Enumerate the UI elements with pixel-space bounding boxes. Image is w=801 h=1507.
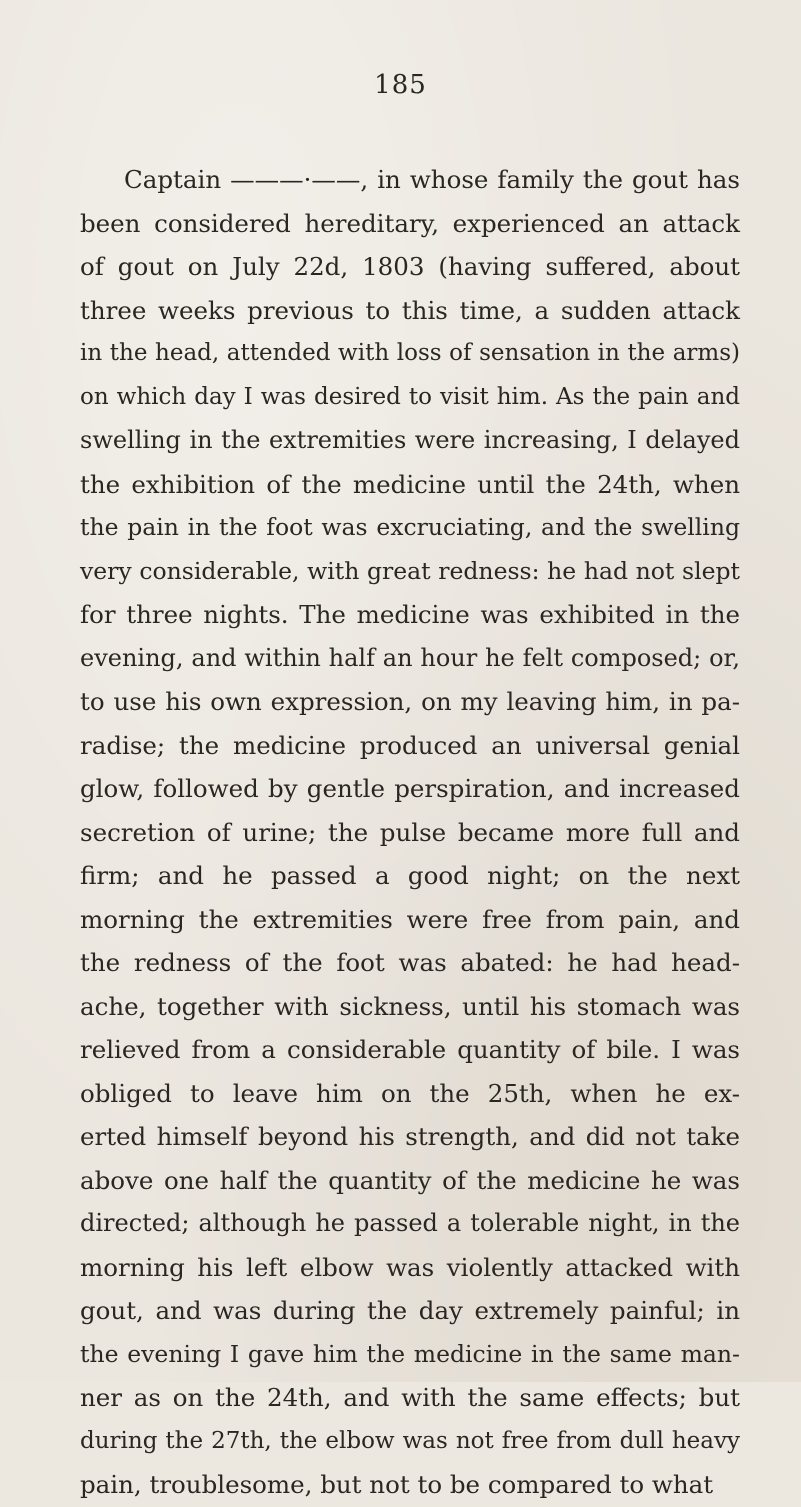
body-text [80, 158, 740, 1507]
text-line: very considerable, with great redness: he had not slept [80, 556, 740, 585]
text-line: of gout on July 22d, 1803 (having suffered, about [80, 252, 740, 281]
text-line: above one half the quantity of the medicine he was [80, 1165, 740, 1195]
text-line: three weeks previous to this time, a sudden attack [80, 295, 740, 325]
text-line: on which day I was desired to visit him. As the pain and [80, 383, 740, 410]
text-line: secretion of urine; the pulse became more full and [80, 817, 740, 847]
text-line: radise; the medicine produced an universal genial [80, 730, 740, 760]
text-line: erted himself beyond his strength, and did not take [80, 1122, 740, 1151]
text-line: gout, and was during the day extremely painful; in [80, 1296, 740, 1325]
page-number: 185 [374, 70, 427, 100]
text-line: ner as on the 24th, and with the same effects; but [80, 1383, 740, 1412]
text-line: the exhibition of the medicine until the 24th, when [80, 469, 740, 499]
text-line: ache, together with sickness, until his stomach was [80, 991, 740, 1021]
text-line: evening, and within half an hour he felt composed; or, [80, 643, 740, 672]
text-line: swelling in the extremities were increasing, I delayed [80, 426, 740, 454]
text-line: morning the extremities were free from pain, and [80, 904, 740, 934]
text-line: Captain ———·——, in whose family the gout has [124, 165, 740, 194]
text-line: the redness of the foot was abated: he had head- [80, 948, 740, 977]
text-line: relieved from a considerable quantity of bile. I was [80, 1035, 740, 1064]
text-line: pain, troublesome, but not to be compared to what [80, 1470, 714, 1499]
text-line: morning his left elbow was violently attacked with [80, 1252, 740, 1282]
text-line: obliged to leave him on the 25th, when he ex- [80, 1078, 740, 1108]
text-line: in the head, attended with loss of sensation in the arms) [80, 340, 740, 366]
text-line: during the 27th, the elbow was not free from dull heavy [80, 1427, 740, 1454]
text-line: for three nights. The medicine was exhibited in the [80, 600, 740, 629]
text-line: been considered hereditary, experienced an attack [80, 208, 740, 238]
text-line: the evening I gave him the medicine in the same man- [80, 1339, 740, 1368]
text-line: to use his own expression, on my leaving him, in pa- [80, 687, 740, 716]
text-line: glow, followed by gentle perspiration, and increased [80, 774, 740, 803]
text-line: directed; although he passed a tolerable night, in the [80, 1209, 740, 1237]
text-line: firm; and he passed a good night; on the next [80, 861, 740, 890]
text-line: the pain in the foot was excruciating, and the swelling [80, 513, 740, 541]
